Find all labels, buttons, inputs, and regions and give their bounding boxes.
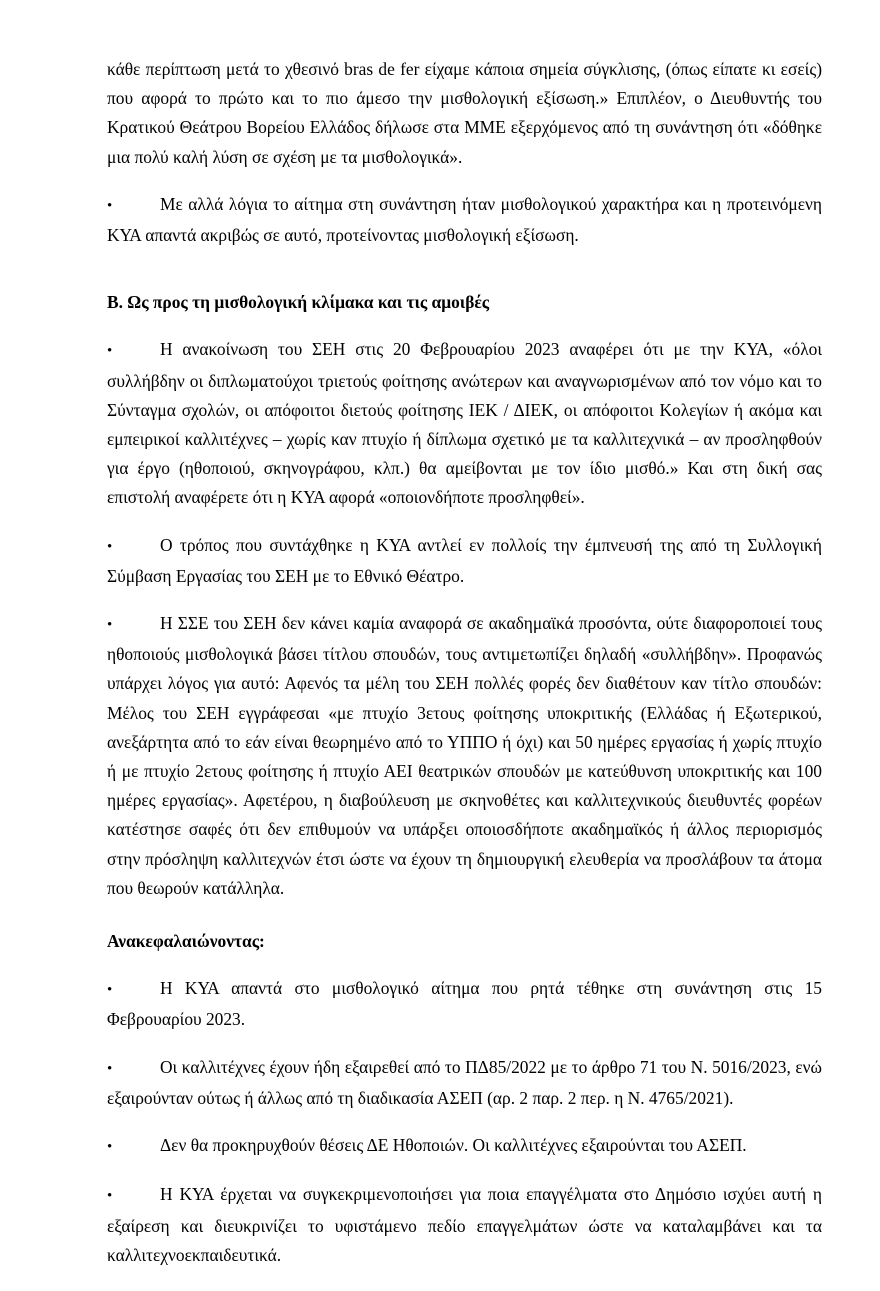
bullet-item-1 <box>107 190 822 250</box>
bullet-marker-icon <box>107 531 160 562</box>
bullet-item-3-text: Ο τρόπος που συντάχθηκε η ΚΥΑ αντλεί εν πολλοίς την έμπνευσή της από τη Συλλογική Σύμβαση Εργασίας του ΣΕΗ με το Εθνικό Θέατρο. <box>107 534 822 586</box>
bullet-dot: • <box>107 197 113 214</box>
paragraph-opening: κάθε περίπτωση μετά το χθεσινό bras de fer είχαμε κάποια σημεία σύγκλισης, (όπως είπατε κι εσείς) που αφορά το πρώτο και το πιο άμεσο την μισθολογική εξίσωση.» Επιπλέον, ο Διευθυντής του Κρατικού Θεάτρου Βορείου Ελλάδος δήλωσε στα ΜΜΕ εξερχόμενος από τη συνάντηση ότι «δόθηκε μια πολύ καλή λύση σε σχέση με τα μισθολογικά». <box>107 59 822 167</box>
bullet-marker-icon <box>107 1131 160 1162</box>
bullet-item-4-text: Η ΣΣΕ του ΣΕΗ δεν κάνει καμία αναφορά σε ακαδημαϊκά προσόντα, ούτε διαφοροποιεί τους ηθοποιούς μισθολογικά βάσει τίτλου σπουδών, τους αντιμετωπίζει δηλαδή «συλλήβδην». Προφανώς υπάρχει λόγος για αυτό: Αφενός τα μέλη του ΣΕΗ πολλές φορές δεν διαθέτουν καν τίτλο σπουδών: Μέλος του ΣΕΗ εγγράφεσαι «με πτυχίο 3ετους φοίτησης υποκριτικής (Ελλάδας ή Εξωτερικού, ανεξάρτητα από το εάν είναι θεωρημένο από το ΥΠΠΟ ή όχι) και 50 ημέρες εργασίας ή χωρίς πτυχίο ή με πτυχίο 2ετους φοίτησης ή πτυχίο ΑΕΙ θεατρικών σπουδών με κατεύθυνση υποκριτικής και 100 ημέρες εργασίας». Αφετέρου, η διαβούλευση με σκηνοθέτες και καλλιτεχνικούς διευθυντές φορέων κατέστησε σαφές ότι δεν επιθυμούν να υπάρξει οποιοσδήποτε ακαδημαϊκός ή άλλος περιορισμός στην πρόσληψη καλλιτεχνών έτσι ώστε να έχουν τη δημιουργική ελευθερία να προσλάβουν τα άτομα που θεωρούν κατάλληλα. <box>107 613 822 898</box>
bullet-dot: • <box>107 1188 113 1205</box>
bullet-item-2 <box>107 335 822 512</box>
bullet-marker-icon <box>107 609 160 640</box>
bullet-marker-icon <box>107 335 160 366</box>
section-heading-b: Β. Ως προς τη μισθολογική κλίμακα και τις αμοιβές <box>107 292 490 313</box>
bullet-item-5 <box>107 974 822 1034</box>
bullet-dot: • <box>107 538 113 555</box>
bullet-item-5-text: Η ΚΥΑ απαντά στο μισθολογικό αίτημα που ρητά τέθηκε στη συνάντηση στις 15 Φεβρουαρίου 2023. <box>107 978 822 1030</box>
bullet-dot: • <box>107 617 113 634</box>
bullet-marker-icon <box>107 974 160 1005</box>
bullet-item-3 <box>107 531 822 591</box>
bullet-dot: • <box>107 1060 113 1077</box>
bullet-item-7-text: Δεν θα προκηρυχθούν θέσεις ΔΕ Ηθοποιών. Οι καλλιτέχνες εξαιρούνται του ΑΣΕΠ. <box>160 1135 747 1156</box>
bullet-item-8 <box>107 1180 822 1270</box>
bullet-marker-icon <box>107 1053 160 1084</box>
section-heading-summary: Ανακεφαλαιώνοντας: <box>107 931 265 952</box>
bullet-dot: • <box>107 982 113 999</box>
document-text-column <box>107 55 822 1270</box>
bullet-item-1-text: Με αλλά λόγια το αίτημα στη συνάντηση ήταν μισθολογικού χαρακτήρα και η προτεινόμενη ΚΥΑ απαντά ακριβώς σε αυτό, προτείνοντας μισθολογική εξίσωση. <box>107 193 822 246</box>
bullet-marker-icon <box>107 1180 160 1211</box>
bullet-dot: • <box>107 1139 113 1156</box>
bullet-item-4 <box>107 609 822 903</box>
bullet-item-7 <box>107 1131 822 1162</box>
bullet-marker-icon <box>107 190 160 221</box>
bullet-dot: • <box>107 343 113 360</box>
bullet-item-2-text: Η ανακοίνωση του ΣΕΗ στις 20 Φεβρουαρίου 2023 αναφέρει ότι με την ΚΥΑ, «όλοι συλλήβδην οι διπλωματούχοι τριετούς φοίτησης ανώτερων και αναγνωρισμένων από τον νόμο και το Σύνταγμα σχολών, οι απόφοιτοι διετούς φοίτησης ΙΕΚ / ΔΙΕΚ, οι απόφοιτοι Κολεγίων ή ακόμα και εμπειρικοί καλλιτέχνες – χωρίς καν πτυχίο ή δίπλωμα σχετικό με τα καλλιτεχνικά – αν προσληφθούν για έργο (ηθοποιού, σκηνογράφου, κλπ.) θα αμείβονται με τον ίδιο μισθό.» Και στη δική σας επιστολή αναφέρετε ότι η ΚΥΑ αφορά «οποιονδήποτε προσληφθεί». <box>107 339 822 508</box>
bullet-item-6 <box>107 1053 822 1113</box>
bullet-item-8-text: Η ΚΥΑ έρχεται να συγκεκριμενοποιήσει για ποια επαγγέλματα στο Δημόσιο ισχύει αυτή η εξαίρεση και διευκρινίζει το υφιστάμενο πεδίο επαγγελμάτων ώστε να καταλαμβάνει και τα καλλιτεχνοεκπαιδευτικά. <box>107 1184 822 1265</box>
bullet-item-6-text: Οι καλλιτέχνες έχουν ήδη εξαιρεθεί από το ΠΔ85/2022 με το άρθρο 71 του Ν. 5016/2023, ενώ εξαιρούνταν ούτως ή άλλως από τη διαδικασία ΑΣΕΠ (αρ. 2 παρ. 2 περ. η Ν. 4765/2021). <box>107 1056 822 1108</box>
